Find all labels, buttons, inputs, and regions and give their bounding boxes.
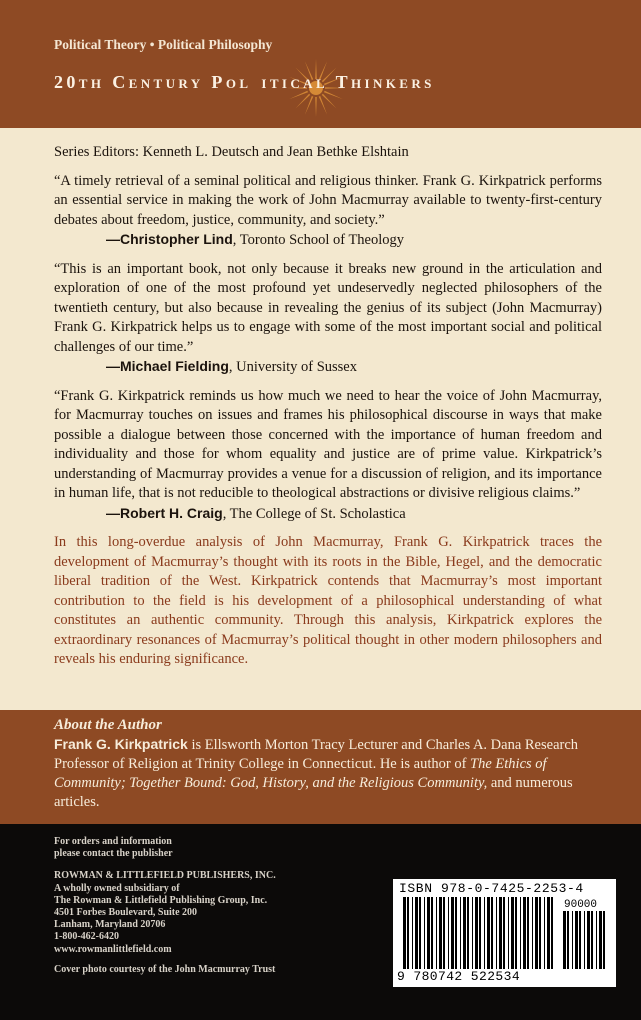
publisher-line: The Rowman & Littlefield Publishing Group, Inc. <box>54 894 268 906</box>
barcode-digits: 9 780742 522534 <box>397 969 521 984</box>
publisher-info <box>54 836 374 976</box>
publisher-name: ROWMAN & LITTLEFIELD PUBLISHERS, INC. <box>54 870 276 882</box>
publisher-address: Lanham, Maryland 20706 <box>54 919 166 931</box>
endorsement-attribution: —Christopher Lind, Toronto School of Theology <box>106 231 405 248</box>
about-author <box>54 716 606 812</box>
orders-line: please contact the publisher <box>54 848 173 860</box>
endorsement-quote: “This is an important book, not only because it breaks new ground in the articulation and exploration of one of the most profound yet undeservedly neglected philosophers of the twentieth century, but also because in revealing the genius of its subject (John Macmurray) Frank G. Kirkpatrick helps us to engage with some of the most important social and political challenges of our time.” <box>54 260 602 355</box>
book-summary: In this long-overdue analysis of John Macmurray, Frank G. Kirkpatrick traces the development of Macmurray’s thought with its roots in the Bible, Hegel, and the democratic liberal tradition of the West. Kirkpatrick contends that Macmurray’s most important contribution to the field is his development of a philosophical understanding of what constitutes an authentic community. Through this analysis, Kirkpatrick explores the extraordinary resonances of Macmurray’s political thought in other modern philosophers and reveals his enduring significance. <box>54 534 602 667</box>
publisher-address: 4501 Forbes Boulevard, Suite 200 <box>54 907 198 919</box>
publisher-phone: 1-800-462-6420 <box>54 931 119 943</box>
isbn-number: ISBN 978-0-7425-2253-4 <box>399 881 584 896</box>
publisher-line: A wholly owned subsidiary of <box>54 882 180 894</box>
series-title: 20th Century Pol itical Thinkers <box>54 72 435 92</box>
series-editors: Series Editors: Kenneth L. Deutsch and Jean Bethke Elshtain <box>54 144 409 160</box>
category-label: Political Theory • Political Philosophy <box>54 37 273 52</box>
publisher-website: www.rowmanlittlefield.com <box>54 943 172 955</box>
photo-credit: Cover photo courtesy of the John Macmurray Trust <box>54 963 276 975</box>
isbn-barcode <box>393 879 616 987</box>
about-author-heading: About the Author <box>54 717 162 733</box>
endorsement-quote: “Frank G. Kirkpatrick reminds us how much we need to hear the voice of John Macmurray, for Macmurray touches on issues and frames his philosophical discourse in ways that make possible a dialogue between those concerned with the importance of human freedom and individuality and those for whom equality and justice are of prime value. Kirkpatrick’s understanding of Macmurray provides a venue for a discussion of religion, and its importance in human life, that is not reducible to theological abstractions or divisive religious claims.” <box>54 387 602 501</box>
price-code: 90000 <box>564 899 598 911</box>
endorsement-attribution: —Robert H. Craig, The College of St. Scholastica <box>106 504 406 522</box>
endorsement-quote: “A timely retrieval of a seminal political and religious thinker. Frank G. Kirkpatrick performs an essential service in making the work of John Macmurray available to twenty-first-century debates about freedom, justice, community, and society.” <box>54 172 602 228</box>
endorsement-attribution: —Michael Fielding, University of Sussex <box>106 358 357 375</box>
orders-line: For orders and information <box>54 836 172 847</box>
about-author-body: Frank G. Kirkpatrick is Ellsworth Morton Tracy Lecturer and Charles A. Dana Research Professor of Religion at Trinity College in Connecticut. He is author of The Ethics of Community; Together Bound: God, History, and the Religious Community, and numerous articles. <box>54 736 579 810</box>
main-content <box>54 143 602 670</box>
